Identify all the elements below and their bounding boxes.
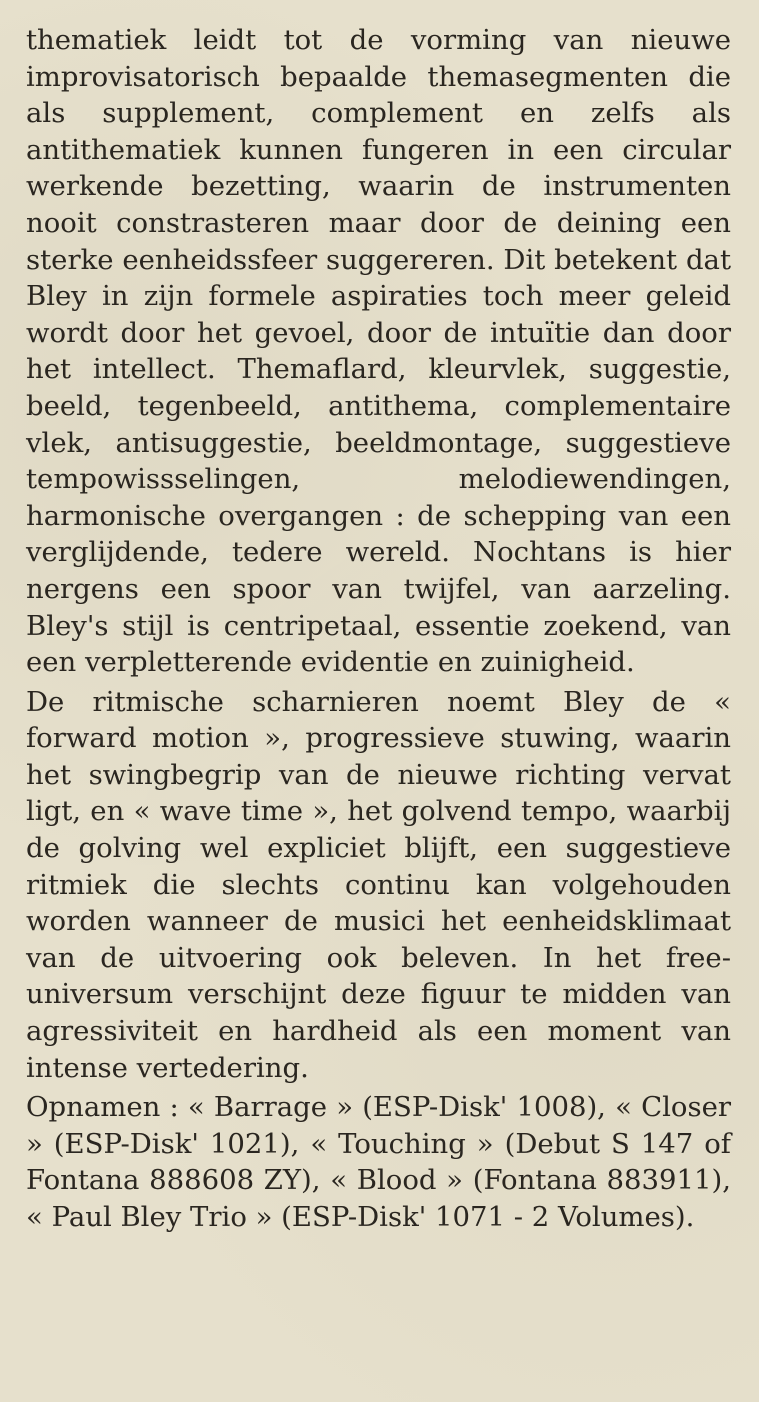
paragraph-ritmische-scharnieren: De ritmische scharnieren noemt Bley de « forward motion », progressieve stuwing, waarin het swingbegrip van de nieuwe richting vervat ligt, en « wave time », het golvend tempo, waarbij de golving wel expliciet blijft, een suggestieve ritmiek die slechts continu kan volgehouden worden wanneer de musici het eenheidsklimaat van de uitvoering ook beleven. In het free-universum verschijnt deze figuur te midden van agressiviteit en hardheid als een moment van intense vertedering. [26, 685, 731, 1084]
article-body [26, 22, 731, 1236]
paragraph-thematiek: thematiek leidt tot de vorming van nieuwe improvisatorisch bepaalde themasegmenten die als supplement, complement en zelfs als antithematiek kunnen fungeren in een circular werkende bezetting, waarin de instrumenten nooit constrasteren maar door de deining een sterke eenheidssfeer suggereren. Dit betekent dat Bley in zijn formele aspiraties toch meer geleid wordt door het gevoel, door de intuïtie dan door het intellect. Themaflard, kleurvlek, suggestie, beeld, tegenbeeld, antithema, complementaire vlek, antisuggestie, beeldmontage, suggestieve tempowissselingen, melodiewendingen, harmonische overgangen : de schepping van een verglijdende, tedere wereld. Nochtans is hier nergens een spoor van twijfel, van aarzeling. Bley's stijl is centripetaal, essentie zoekend, van een verpletterende evidentie en zuinigheid. [26, 24, 731, 679]
paragraph-opnamen: Opnamen : « Barrage » (ESP-Disk' 1008), « Closer » (ESP-Disk' 1021), « Touching » (Debut S 147 of Fontana 888608 ZY), « Blood » (Fontana 883911), « Paul Bley Trio » (ESP-Disk' 1071 - 2 Volumes). [26, 1091, 731, 1233]
